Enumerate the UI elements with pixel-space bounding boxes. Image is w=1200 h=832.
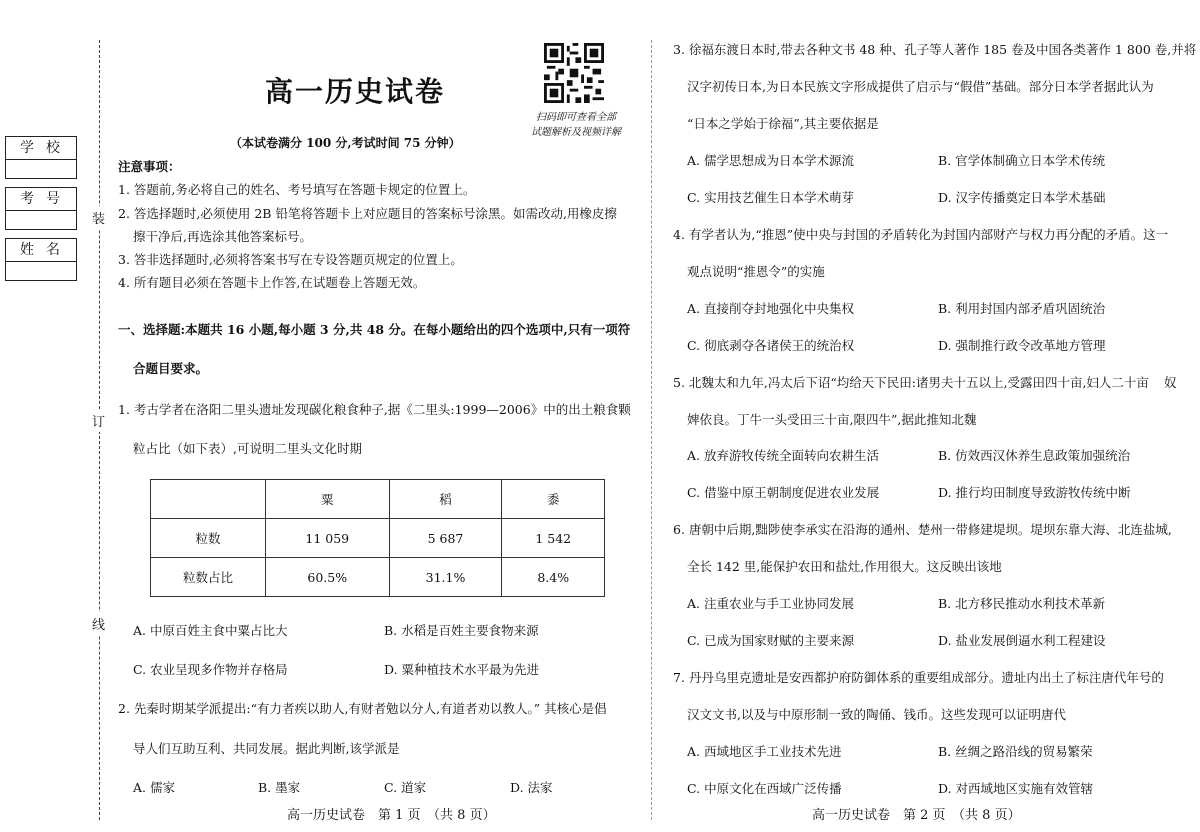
table-header-row: [151, 480, 605, 519]
q3-option-c: C. 实用技艺催生日本学术萌芽: [687, 190, 855, 205]
table-cell: 5 687: [389, 519, 502, 558]
q6-stem: 6. 唐朝中后期,黜陟使李承实在沿海的通州、楚州一带修建堤坝。堤坝东靠大海、北连盐城,: [673, 522, 1172, 537]
section-heading-line-2: 合题目要求。: [133, 361, 209, 376]
q7-stem: 汉文文书,以及与中原形制一致的陶俑、钱币。这些发现可以证明唐代: [687, 707, 1066, 722]
q6-option-a: A. 注重农业与手工业协同发展: [687, 596, 854, 611]
q5-stem: 婢依良。丁牛一头受田三十亩,限四牛”,据此推知北魏: [687, 412, 977, 427]
table-cell: 粒数占比: [151, 558, 266, 597]
q5-option-b: B. 仿效西汉休养生息政策加强统治: [938, 448, 1131, 463]
name-field[interactable]: [6, 262, 76, 280]
q3-option-a: A. 儒学思想成为日本学术源流: [687, 153, 854, 168]
q7-option-c: C. 中原文化在西域广泛传播: [687, 781, 842, 796]
exam-meta: （本试卷满分 100 分,考试时间 75 分钟）: [230, 136, 461, 150]
note-item: 擦干净后,再选涂其他答案标号。: [133, 229, 312, 244]
q7-option-a: A. 西域地区手工业技术先进: [687, 744, 842, 759]
q1-option-c: C. 农业呈现多作物并存格局: [133, 662, 288, 677]
q1-option-b: B. 水稻是百姓主要食物来源: [384, 623, 539, 638]
q2-option-c: C. 道家: [384, 780, 427, 795]
q2-option-b: B. 墨家: [258, 780, 301, 795]
q1-option-a: A. 中原百姓主食中粟占比大: [133, 623, 288, 638]
table-cell: 8.4%: [502, 558, 605, 597]
q7-stem: 7. 丹丹乌里克遗址是安西都护府防御体系的重要组成部分。遗址内出土了标注唐代年号的: [673, 670, 1164, 685]
exam-no-field[interactable]: [6, 211, 76, 229]
q6-option-d: D. 盐业发展倒逼水利工程建设: [938, 633, 1106, 648]
q2-stem: 导人们互助互利、共同发展。据此判断,该学派是: [133, 741, 400, 756]
note-item: 3. 答非选择题时,必须将答案书写在专设答题页规定的位置上。: [118, 252, 463, 267]
page-title: 高一历史试卷: [264, 75, 445, 108]
q2-option-d: D. 法家: [510, 780, 553, 795]
q5-option-c: C. 借鉴中原王朝制度促进农业发展: [687, 485, 880, 500]
q7-option-b: B. 丝绸之路沿线的贸易繁荣: [938, 744, 1093, 759]
q6-stem: 全长 142 里,能保护农田和盐灶,作用很大。这反映出该地: [687, 559, 1002, 574]
q6-option-b: B. 北方移民推动水利技术革新: [938, 596, 1106, 611]
q3-option-b: B. 官学体制确立日本学术传统: [938, 153, 1106, 168]
table-cell: 31.1%: [389, 558, 502, 597]
grain-table: [150, 479, 605, 597]
binding-mark-zhuang: 装: [92, 206, 105, 229]
q4-stem: 4. 有学者认为,“推恩”使中央与封国的矛盾转化为封国内部财产与权力再分配的矛盾。这一: [673, 227, 1169, 242]
q7-option-d: D. 对西域地区实施有效管辖: [938, 781, 1094, 796]
q5-stem-end: 奴: [1164, 375, 1177, 390]
table-cell: 11 059: [266, 519, 390, 558]
notes-heading: 注意事项：: [118, 159, 181, 174]
table-row: [151, 519, 605, 558]
q4-stem: 观点说明“推恩令”的实施: [687, 264, 825, 279]
qr-caption-line-1: 扫码即可查看全部: [536, 112, 616, 123]
table-cell: 60.5%: [266, 558, 390, 597]
q1-stem: 1. 考古学者在洛阳二里头遗址发现碳化粮食种子,据《二里头:1999—2006》中的出土粮食颗: [118, 402, 631, 417]
note-item: 1. 答题前,务必将自己的姓名、考号填写在答题卡规定的位置上。: [118, 182, 476, 197]
page-divider: [651, 40, 652, 820]
school-label: 学校: [6, 137, 76, 160]
q3-option-d: D. 汉字传播奠定日本学术基础: [938, 190, 1106, 205]
school-box: [5, 136, 77, 179]
table-header-cell: 稻: [389, 480, 502, 519]
name-label: 姓名: [6, 239, 76, 262]
note-item: 2. 答选择题时,必须使用 2B 铅笔将答题卡上对应题目的答案标号涂黑。如需改动,用橡皮擦: [118, 206, 617, 221]
table-header-cell: 粟: [266, 480, 390, 519]
q5-option-d: D. 推行均田制度导致游牧传统中断: [938, 485, 1131, 500]
q2-stem: 2. 先秦时期某学派提出:“有力者疾以助人,有财者勉以分人,有道者劝以教人。” 其核心是倡: [118, 701, 607, 716]
q3-stem: 3. 徐福东渡日本时,带去各种文书 48 种、孔子等人著作 185 卷及中国各类著作 1 800 卷,并将: [673, 42, 1197, 57]
q1-option-d: D. 粟种植技术水平最为先进: [384, 662, 540, 677]
q3-stem: 汉字初传日本,为日本民族文字形成提供了启示与“假借”基础。部分日本学者据此认为: [687, 79, 1154, 94]
q4-option-b: B. 利用封国内部矛盾巩固统治: [938, 301, 1106, 316]
table-cell: 粒数: [151, 519, 266, 558]
table-header-cell: 黍: [502, 480, 605, 519]
section-heading-line-1: 一、选择题:本题共 16 小题,每小题 3 分,共 48 分。在每小题给出的四个选项中,只有一项符: [118, 322, 631, 337]
table-row: [151, 558, 605, 597]
binding-mark-xian: 线: [92, 612, 105, 635]
q2-option-a: A. 儒家: [133, 780, 175, 795]
q5-stem: 5. 北魏太和九年,冯太后下诏“均给天下民田:诸男夫十五以上,受露田四十亩,妇人二十亩: [673, 375, 1149, 390]
q4-option-a: A. 直接削夺封地强化中央集权: [687, 301, 854, 316]
q6-option-c: C. 已成为国家财赋的主要来源: [687, 633, 855, 648]
exam-no-label: 考号: [6, 188, 76, 211]
qr-caption-line-2: 试题解析及视频详解: [531, 127, 621, 138]
q1-stem: 粒占比（如下表）,可说明二里头文化时期: [133, 441, 362, 456]
name-box: [5, 238, 77, 281]
school-field[interactable]: [6, 160, 76, 178]
table-cell: 1 542: [502, 519, 605, 558]
page-footer-left: 高一历史试卷 第 1 页 （共 8 页）: [287, 808, 496, 823]
qr-code-icon[interactable]: [544, 43, 604, 103]
binding-mark-ding: 订: [92, 409, 105, 432]
table-header-cell: [151, 480, 266, 519]
q4-option-c: C. 彻底剥夺各诸侯王的统治权: [687, 338, 855, 353]
note-item: 4. 所有题目必须在答题卡上作答,在试题卷上答题无效。: [118, 275, 426, 290]
q5-option-a: A. 放弃游牧传统全面转向农耕生活: [687, 448, 879, 463]
exam-no-box: [5, 187, 77, 230]
q4-option-d: D. 强制推行政令改革地方管理: [938, 338, 1106, 353]
q3-stem: “日本之学始于徐福”,其主要依据是: [687, 116, 879, 131]
page-footer-right: 高一历史试卷 第 2 页 （共 8 页）: [812, 808, 1021, 823]
